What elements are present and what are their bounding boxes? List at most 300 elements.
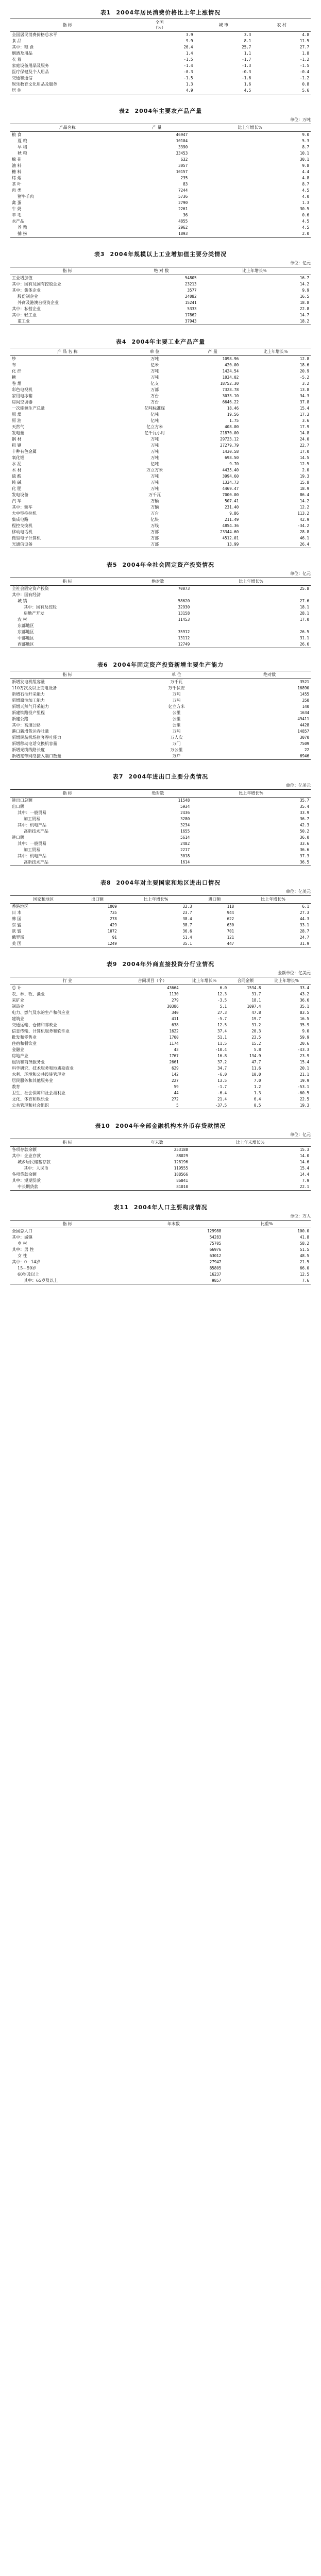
table-row (10, 300, 311, 306)
cell-value: 1700 (169, 1035, 179, 1040)
column-header: 绝对数 (125, 578, 192, 586)
cell-value: 58.2 (299, 1241, 309, 1246)
cell-value: 272 (172, 1097, 179, 1101)
cell-value: 18752.30 (220, 381, 239, 386)
cell-value: 278 (110, 917, 117, 921)
cell-value: 31.1 (299, 636, 309, 640)
row-label: 各项存款余额 (12, 1147, 37, 1152)
cell-value: 8.7 (302, 145, 309, 149)
row-label: 秋 粮 (18, 151, 27, 156)
table-row (10, 1147, 311, 1154)
cell-value: 23.9 (299, 1054, 309, 1058)
cell-value: 19.9 (299, 1078, 309, 1083)
row-label: 粮 食 (12, 132, 22, 137)
cell-value: 42.9 (299, 517, 309, 522)
row-label: 其中：短期贷款 (12, 1178, 41, 1183)
table-row (10, 691, 311, 698)
cell-value: 7509 (299, 741, 309, 746)
row-label: 重工业 (18, 319, 30, 324)
row-label: 大中型拖拉机 (12, 511, 37, 516)
cell-value: 5.8 (254, 1047, 261, 1052)
table-row (10, 81, 311, 88)
row-label: 捕 捞 (18, 231, 27, 236)
row-label: 农 村 (18, 617, 27, 622)
row-label: 棉 花 (12, 157, 22, 162)
cell-value: 20.1 (299, 1066, 309, 1071)
table-row (10, 1159, 311, 1165)
cell-value: 18.8 (299, 300, 309, 305)
table-row (10, 828, 311, 835)
row-label: 东 盟 (12, 923, 22, 927)
column-header: 农 村 (252, 19, 311, 32)
row-label: 西部地区 (18, 642, 34, 647)
row-label: 钢 材 (12, 437, 22, 442)
row-label: 其中：轿车 (12, 505, 32, 510)
table-row (10, 1247, 311, 1253)
cell-value: 70073 (178, 586, 190, 591)
cell-value: 万辆 (150, 499, 159, 503)
cell-value: 3.3 (244, 32, 251, 37)
table-row (10, 1265, 311, 1272)
table-row (10, 1178, 311, 1184)
cell-value: 21.5 (299, 1260, 309, 1264)
data-table (10, 19, 311, 94)
cell-value: 6.4 (254, 1097, 261, 1101)
cell-value: 8.7 (302, 182, 309, 187)
table-row (10, 586, 311, 592)
cell-value: 7.9 (302, 1178, 309, 1183)
cell-value: 15.2 (251, 1041, 261, 1046)
table-row (10, 916, 311, 922)
cell-value: 5.3 (302, 139, 309, 143)
row-label: 其中：集体企业 (12, 288, 41, 293)
table-row (10, 685, 311, 691)
cell-value: 86.4 (299, 493, 309, 497)
cell-value: 134.9 (249, 1054, 261, 1058)
row-label: 其中：轻工业 (12, 313, 37, 317)
row-label: 110万次及以上变电设备 (12, 686, 57, 690)
row-label: 金融业 (12, 1047, 24, 1052)
cell-value: 46947 (176, 132, 188, 137)
cell-value: 7000.00 (222, 493, 239, 497)
row-label: 日 本 (12, 910, 22, 915)
row-label: 纯 碱 (12, 480, 22, 485)
cell-value: 48.5 (299, 1253, 309, 1258)
table-row (10, 735, 311, 741)
row-label: 夏 粮 (18, 139, 27, 143)
cell-value: 10104 (176, 139, 188, 143)
cell-value: 2217 (180, 848, 190, 852)
cell-value: 140 (302, 704, 309, 709)
cell-value: 3.6 (302, 418, 309, 423)
cell-value: -5.7 (217, 1016, 227, 1021)
cell-value: 亿支 (150, 381, 159, 386)
table-row (10, 281, 311, 287)
cell-value: 亿千瓦小时 (144, 431, 165, 435)
data-table (10, 789, 311, 866)
row-label: 房间空调器 (12, 400, 32, 404)
cell-value: 15.4 (299, 406, 309, 411)
row-label: 布 (12, 363, 16, 367)
table-6 (10, 655, 311, 760)
row-label: 美 国 (12, 941, 22, 946)
row-label: 港口新增货运吞吐量 (12, 729, 49, 734)
cell-value: 4.9 (185, 88, 193, 93)
table-row (10, 1035, 311, 1041)
cell-value: 32930 (178, 605, 190, 609)
cell-value: 17.3 (299, 412, 309, 417)
cell-value: 4.0 (302, 194, 309, 199)
cell-value: 33.4 (299, 986, 309, 990)
row-label: 食 品 (12, 39, 22, 43)
cell-value: 公里 (172, 717, 181, 721)
table-row (10, 1059, 311, 1065)
table-row (10, 381, 311, 387)
table-row (10, 1234, 311, 1241)
cell-value: 11548 (178, 798, 190, 803)
column-header: 产 量 (125, 124, 190, 132)
row-label: 其中：高速公路 (12, 723, 41, 727)
table-row (10, 69, 311, 75)
cell-value: 7244 (178, 188, 188, 193)
cell-value: 447 (227, 941, 234, 946)
cell-value: -0.3 (183, 70, 193, 74)
row-label: 羊 毛 (12, 213, 22, 217)
cell-value: 4.5 (244, 88, 251, 93)
column-header: 比上年增长% (262, 977, 311, 985)
table-row (10, 679, 311, 686)
cell-value: 27.7 (299, 45, 309, 49)
table-row (10, 535, 311, 541)
data-table (10, 977, 311, 1109)
table-row (10, 200, 311, 206)
table-row (10, 747, 311, 753)
row-label: 移动电话机 (12, 530, 32, 534)
cell-value: 万部 (150, 530, 159, 534)
cell-value: 万吨 (150, 357, 159, 361)
cell-value: 38.4 (182, 917, 192, 921)
cell-value: 1.3 (185, 82, 193, 87)
cell-value: 1072 (107, 929, 117, 934)
data-table (10, 1220, 311, 1284)
cell-value: 15.4 (299, 1166, 309, 1171)
cell-value: 万台 (150, 511, 159, 516)
table-row (10, 1184, 311, 1191)
row-label: 公共管理和社会组织 (12, 1103, 49, 1108)
table-row (10, 443, 311, 449)
row-label: 进口额 (12, 835, 24, 840)
cell-value: 4.5 (302, 188, 309, 193)
cell-value: 2261 (178, 207, 188, 211)
cell-value: 万吨 (150, 375, 159, 380)
table-row (10, 1028, 311, 1035)
row-label: 其中：一般贸易 (18, 810, 46, 815)
cell-value: 121 (227, 935, 234, 940)
cell-value: 36.7 (299, 817, 309, 821)
cell-value: 59 (174, 1084, 179, 1089)
cell-value: -1.4 (183, 63, 193, 68)
row-label: 衣 着 (12, 57, 22, 62)
cell-value: 33.9 (299, 810, 309, 815)
cell-value: 1130 (169, 992, 179, 996)
row-label: 城乡居民储蓄存款 (18, 1160, 50, 1164)
statistical-tables (5, 0, 316, 1284)
cell-value: 万千瓦 (170, 680, 183, 684)
table-row (10, 486, 311, 492)
cell-value: 20.3 (251, 1029, 261, 1033)
table-row (10, 935, 311, 941)
table-row (10, 1022, 311, 1028)
cell-value: 38.7 (182, 923, 192, 927)
row-label: 其中：一般贸易 (18, 841, 46, 846)
cell-value: 142 (172, 1072, 179, 1077)
cell-value: 5.1 (219, 1004, 227, 1009)
cell-value: 13158 (178, 611, 190, 616)
row-label: 茶 叶 (12, 182, 22, 187)
column-header: 比上年增长% (240, 348, 311, 356)
cell-value: 1098.96 (222, 357, 239, 361)
cell-value: 6946 (299, 754, 309, 758)
table-row (10, 318, 311, 325)
cell-value: 3234 (180, 823, 190, 827)
row-label: 全国总人口 (12, 1229, 32, 1233)
table-row (10, 405, 311, 412)
cell-value: 83 (183, 182, 188, 187)
table-row (10, 455, 311, 461)
row-label: 早 稻 (18, 145, 27, 149)
cell-value: 24.7 (299, 935, 309, 940)
table-row (10, 635, 311, 641)
cell-value: 113.2 (297, 511, 309, 516)
row-label: 高新技术产品 (24, 860, 48, 865)
table-title: 表2 2004年主要农产品产量 (119, 108, 202, 114)
cell-value: 30386 (167, 1004, 179, 1009)
table-row (10, 1065, 311, 1072)
cell-value: 36.6 (299, 848, 309, 852)
cell-value: 350 (302, 698, 309, 703)
row-label: 卫生、社会保障和社会福利业 (12, 1091, 65, 1095)
row-label: 一次能源生产总量 (12, 406, 45, 411)
cell-value: 27.6 (299, 599, 309, 603)
cell-value: -5.2 (299, 375, 309, 380)
table-row (10, 841, 311, 847)
row-label: 其中：企业存款 (12, 1154, 41, 1158)
cell-value: 1634 (299, 710, 309, 715)
cell-value: 2962 (178, 225, 188, 230)
table-title: 表5 2004年全社会固定资产投资情况 (106, 562, 215, 568)
column-header: 年末数 (125, 1139, 190, 1147)
table-title: 表1 2004年居民消费价格比上年上涨情况 (100, 9, 221, 16)
cell-value: 37.2 (217, 1060, 227, 1064)
cell-value: 17.0 (299, 617, 309, 622)
table-row (10, 1259, 311, 1265)
cell-value: 12.3 (217, 992, 227, 996)
cell-value: 507.41 (225, 499, 239, 503)
cell-value: 16.7 (299, 276, 309, 280)
table-row (10, 212, 311, 218)
cell-value: -0.3 (242, 70, 251, 74)
cell-value: 1622 (169, 1029, 179, 1033)
table-row (10, 741, 311, 747)
cell-value: 25.8 (299, 586, 309, 591)
cell-value: 4428 (299, 723, 309, 727)
cell-value: 2482 (180, 841, 190, 846)
row-label: 中长期贷款 (18, 1184, 38, 1189)
cell-value: 万吨 (150, 455, 159, 460)
cell-value: 11.5 (217, 1041, 227, 1046)
cell-value: 1.8 (302, 51, 309, 56)
row-label: 总 计 (12, 986, 22, 990)
table-row (10, 393, 311, 399)
table-row (10, 231, 311, 238)
cell-value: 万吨 (150, 480, 159, 485)
cell-value: 14.7 (299, 313, 309, 317)
row-label: 其中：机电产品 (18, 823, 46, 827)
row-label: 程控交换机 (12, 523, 32, 528)
cell-value: -53.1 (297, 1084, 309, 1089)
column-header: 比上年增长% (180, 977, 229, 985)
table-row (10, 728, 311, 735)
cell-value: 15241 (184, 300, 197, 305)
row-label: 肉 类 (12, 188, 22, 193)
cell-value: 23213 (184, 282, 197, 286)
cell-value: 5 (176, 1103, 179, 1108)
cell-value: 126196 (174, 1160, 188, 1164)
row-label: 电力、燃气及水的生产和供应业 (12, 1010, 70, 1015)
cell-value: 16.8 (217, 1054, 227, 1058)
cell-value: -0.4 (299, 70, 309, 74)
row-label: 新增石油开采能力 (12, 692, 45, 697)
cell-value: 14.0 (299, 1154, 309, 1158)
cell-value: 亿吨 (150, 462, 159, 466)
cell-value: 408.00 (225, 425, 239, 429)
table-row (10, 287, 311, 294)
data-table (10, 671, 311, 760)
table-row (10, 1016, 311, 1022)
cell-value: 37.8 (299, 400, 309, 404)
cell-value: 36 (183, 213, 188, 217)
row-label: 医疗保健及个人用品 (12, 70, 49, 74)
row-label: 其中：0－14岁 (12, 1260, 41, 1264)
column-header: 绝对数 (229, 671, 311, 679)
table-row (10, 753, 311, 760)
table-row (10, 163, 311, 169)
row-label: 粗 钢 (12, 443, 22, 448)
row-label: 房地产开发 (24, 611, 44, 616)
table-row (10, 611, 311, 617)
table-10 (10, 1116, 311, 1191)
cell-value: 11.5 (299, 39, 309, 43)
table-row (10, 910, 311, 916)
cell-value: 100.0 (297, 1229, 309, 1233)
table-row (10, 375, 311, 381)
cell-value: 9.86 (229, 511, 239, 516)
cell-value: 420.00 (225, 363, 239, 367)
cell-value (125, 623, 192, 629)
cell-value: 14.2 (299, 499, 309, 503)
cell-value: 36.6 (182, 929, 192, 934)
row-label: 工业增加值 (12, 276, 32, 280)
cell-value: 29723.12 (220, 437, 239, 442)
cell-value: 10.1 (299, 151, 309, 156)
row-label: 新增民航机场旅客吞吐能力 (12, 735, 61, 740)
row-label: 糖 料 (12, 170, 22, 174)
cell-value: 19.7 (251, 1016, 261, 1021)
cell-value: 3018 (180, 854, 190, 858)
table-row (10, 206, 311, 212)
cell-value: 31.7 (251, 992, 261, 996)
row-label: 十种有色金属 (12, 449, 37, 454)
row-label: 纱 (12, 357, 16, 361)
table-row (10, 169, 311, 175)
row-label: 居 住 (12, 88, 22, 93)
cell-value: 632 (180, 157, 188, 162)
row-label: 木 材 (12, 468, 22, 472)
table-row (10, 157, 311, 163)
cell-value: 万人次 (170, 735, 183, 740)
cell-value: 万立方米 (146, 468, 163, 472)
cell-value: -6.0 (217, 1072, 227, 1077)
data-table (10, 1139, 311, 1191)
cell-value: 5333 (187, 307, 197, 311)
cell-value: 14.2 (299, 282, 309, 286)
column-header: 指 标 (10, 1139, 125, 1147)
table-row (10, 604, 311, 611)
cell-value: 6646.22 (222, 400, 239, 404)
cell-value: 35.7 (299, 798, 309, 803)
data-table (10, 124, 311, 238)
row-label: 家用电冰箱 (12, 394, 32, 398)
cell-value: 9.9 (302, 288, 309, 293)
cell-value: 33.6 (299, 841, 309, 846)
cell-value: 1455 (299, 692, 309, 697)
cell-value: 1097.4 (247, 1004, 261, 1009)
row-label: 其中：私营企业 (12, 307, 41, 311)
unit-label: 单位：亿元 (290, 261, 311, 265)
row-label: 集成电路 (12, 517, 28, 522)
row-label: 中部地区 (18, 636, 34, 640)
cell-value: 9.0 (302, 1029, 309, 1033)
table-row (10, 523, 311, 529)
cell-value: 16890 (297, 686, 309, 690)
cell-value: -1.2 (299, 76, 309, 80)
cell-value: 7.0 (254, 1078, 261, 1083)
table-row (10, 623, 311, 629)
cell-value: 万吨 (150, 443, 159, 448)
table-row (10, 32, 311, 39)
table-row (10, 430, 311, 436)
cell-value: 31.9 (299, 941, 309, 946)
cell-value: 629 (172, 1066, 179, 1071)
row-label: 新增宽带网络接入端口数量 (12, 754, 61, 758)
table-row (10, 810, 311, 816)
cell-value: 1430.58 (222, 449, 239, 454)
row-label: 城 镇 (18, 599, 27, 603)
cell-value: 27947 (209, 1260, 222, 1264)
cell-value: 万吨 (150, 486, 159, 491)
cell-value: 27.3 (217, 1010, 227, 1015)
table-5 (10, 555, 311, 648)
cell-value: 15.4 (299, 1060, 309, 1064)
table-3 (10, 245, 311, 325)
cell-value: 30.1 (299, 157, 309, 162)
cell-value: 13.99 (227, 542, 239, 547)
cell-value: 6.1 (302, 904, 309, 909)
cell-value: 18.1 (251, 998, 261, 1003)
row-label: 东部地区 (18, 623, 34, 628)
cell-value: 33.1 (299, 923, 309, 927)
cell-value: 23.7 (182, 910, 192, 915)
